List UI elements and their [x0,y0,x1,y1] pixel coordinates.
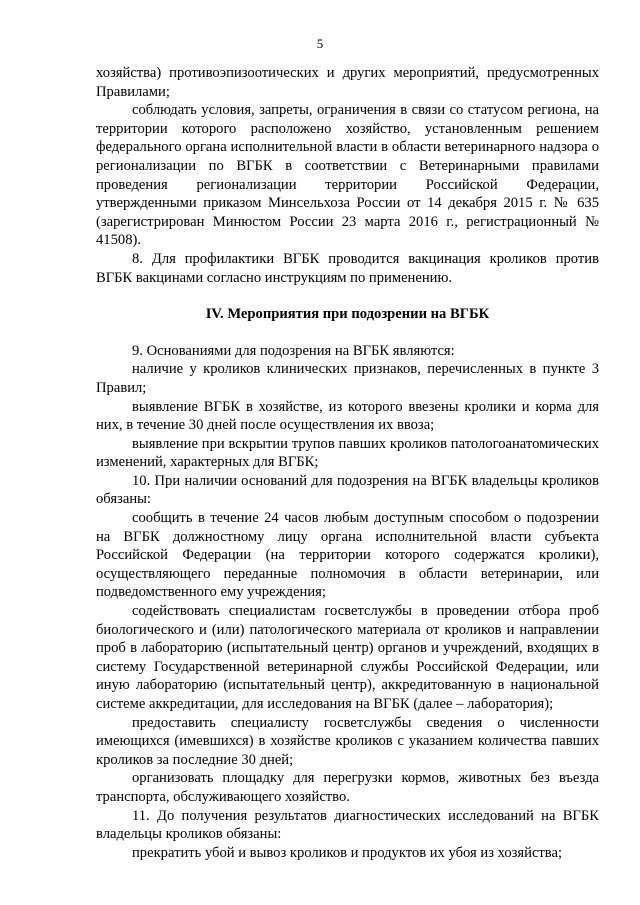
paragraph-clinical-signs: наличие у кроликов клинических признаков, перечисленных в пункте 3 Правил; [96,361,599,396]
paragraph-item-9: 9. Основаниями для подозрения на ВГБК являются: [132,342,455,359]
paragraph-provide-info: предоставить специалисту госветслужбы сведения о численности имеющихся (имевшихся) в хозяйстве кроликов с указанием количества павших кроликов за последние 30 дней; [96,714,599,768]
paragraph-assist-sampling: содействовать специалистам госветслужбы в проведении отбора проб биологического и (или) патологического материала от кроликов и направлении проб в лабораторию (испытательный центр) органов и учреждений, входящих в систему Государственной ветеринарной службы Российской Федерации, или иную лабораторию (испытательный центр), аккредитованную в национальной системе аккредитации, для исследования на ВГБК (далее – лаборатория); [96,603,599,712]
paragraph-item-11: 11. До получения результатов диагностических исследований на ВГБК владельцы кроликов обязаны: [96,807,599,843]
paragraph-item-10: 10. При наличии оснований для подозрения на ВГБК владельцы кроликов обязаны: [96,472,599,508]
paragraph-stop-slaughter: прекратить убой и вывоз кроликов и продуктов их убоя из хозяйства; [132,844,563,861]
paragraph-autopsy-findings: выявление при вскрытии трупов павших кроликов патологоанатомических изменений, характерных для ВГБК; [96,435,599,471]
paragraph-regionalization: соблюдать условия, запреты, ограничения в связи со статусом региона, на территории которого расположено хозяйство, установленным решением федерального органа исполнительной власти в области ветеринарного надзора о регионализации по ВГБК в соответствии с Ветеринарными правилами проведения регионализации территории Российской Федерации, утвержденными приказом Минсельхоза России от 14 декабря 2015 г. № 635 (зарегистрирован Минюстом России 23 марта 2016 г., регистрационный № 41508). [96,102,599,249]
document-body [96,64,599,862]
paragraph-detection-source: выявление ВГБК в хозяйстве, из которого ввезены кролики и корма для них, в течение 30 дней после осуществления их ввоза; [96,398,599,434]
paragraph-item-8: 8. Для профилактики ВГБК проводится вакцинация кроликов против ВГБК вакцинами согласно инструкциям по применению. [96,250,599,286]
paragraph-report-suspicion: сообщить в течение 24 часов любым доступным способом о подозрении на ВГБК должностному лицу органа исполнительной власти субъекта Российской Федерации (на территории которого содержатся кролики), осуществляющего переданные полномочия в области ветеринарии, или подведомственного ему учреждения; [96,510,599,601]
section-heading: IV. Мероприятия при подозрении на ВГБК [205,306,490,323]
page-number: 5 [316,36,324,51]
paragraph-organize-site: организовать площадку для перегрузки кормов, животных без въезда транспорта, обслуживающего хозяйство. [96,770,599,805]
paragraph-continuation: хозяйства) противоэпизоотических и других мероприятий, предусмотренных Правилами; [96,65,599,100]
